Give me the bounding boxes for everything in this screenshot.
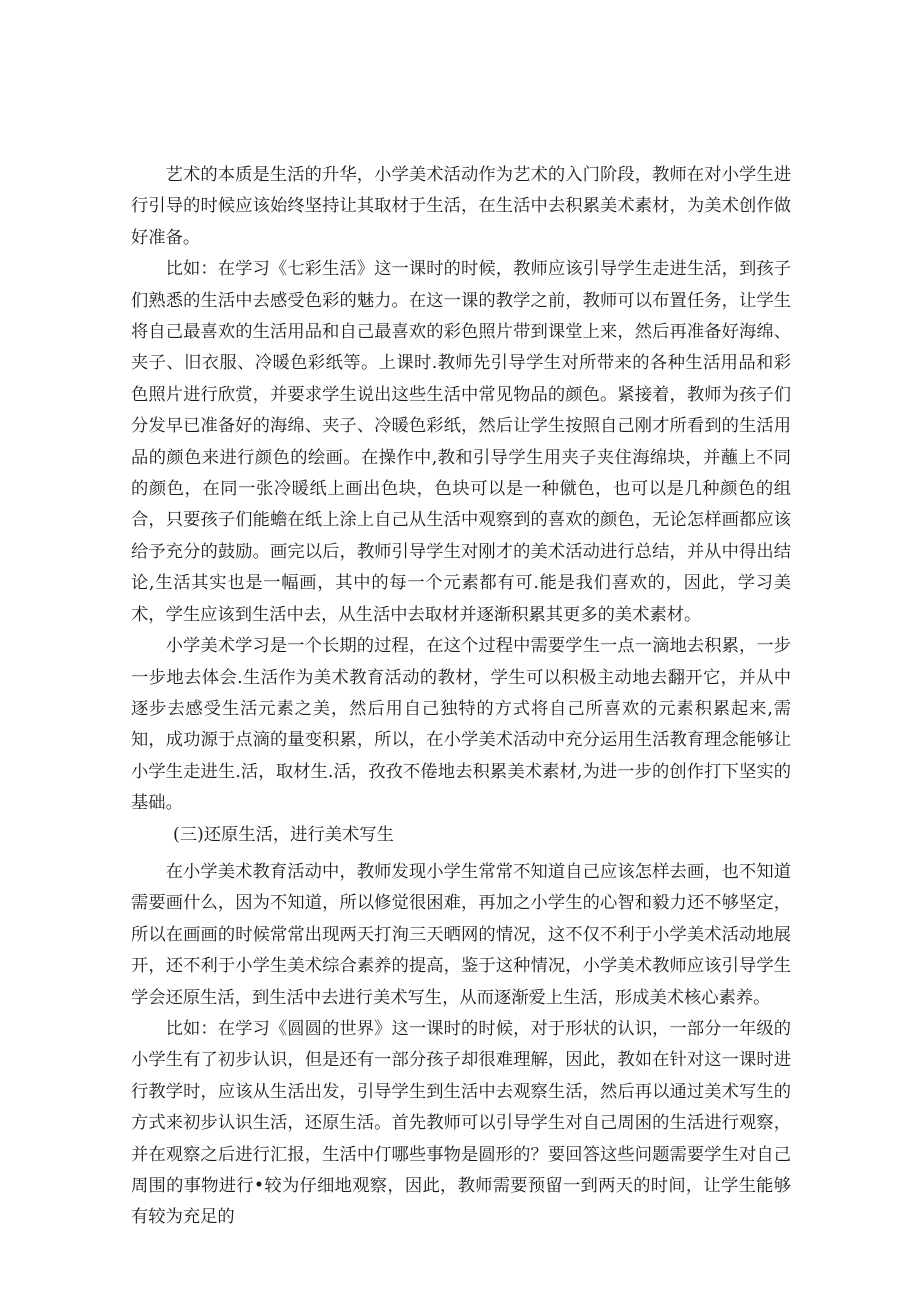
paragraph-art-essence: 艺术的本质是生活的升华，小学美术活动作为艺术的入门阶段，教师在对小学生进行引导的时候应该始终坚持让其取材于生活，在生活中去积累美术素材，为美术创作做好准备。 [131,165,791,248]
document-body [131,160,791,1234]
section-heading: (三)还原生活，进行美术写生 [173,824,394,845]
paragraph-round-world-example: 比如：在学习《圆圆的世界》这一课时的时候，对于形状的认识，一部分一年级的小学生有了初步认识，但是还有一部分孩子却很难理解，因此，教如在针对这一课时进行教学时，应该从生活出发，引导学生到生活中去观察生活，然后再以通过美术写生的方式来初步认识生活，还原生活。首先教师可以引导学生对自己周困的生活进行观察，并在观察之后进行汇报，生活中仃哪些事物是圆形的？要回答这些问题需要学生对自己周围的事物进行•较为仔细地观察，因此，教师需要预留一到两天的时间，让学生能够有较为充足的 [131,1018,791,1228]
paragraph-restore-life: 在小学美术教育活动中，教师发现小学生常常不知道自己应该怎样去画，也不知道需要画什么，因为不知道，所以修觉很困难，再加之小学生的心智和毅力还不够坚定，所以在画画的时候常常出现两天打洵三天晒网的情况，这不仅不利于小学美术活动地展开，还不利于小学生美术综合素养的提高，鉴于这种情况，小学美术教师应该引导学生学会还原生活，到生活中去进行美术写生，从而逐渐爱上生活，形成美术核心素养。 [131,861,791,1008]
paragraph-colorful-life-example: 比如：在学习《七彩生活》这一课时的时候，教师应该引导学生走进生活，到孩子们熟悉的生活中去感受色彩的魅力。在这一课的教学之前，教师可以布置任务，让学生将自己最喜欢的生活用品和自己最喜欢的彩色照片带到课堂上来，然后再准备好海绵、夹子、旧衣服、冷暖色彩纸等。上课时.教师先引导学生对所带来的各种生活用品和彩色照片进行欣赏，并要求学生说出这些生活中常见物品的颜色。紧接着，教师为孩子们分发早已准备好的海绵、夹子、冷暖色彩纸，然后让学生按照自己刚才所看到的生活用品的颜色来进行颜色的绘画。在操作中,教和引导学生用夹子夹住海绵块，并蘸上不同的颜色，在同一张冷暖纸上画出色块，色块可以是一种僦色，也可以是几种颜色的组合，只要孩子们能蟾在纸上涂上自己从生活中观察到的喜欢的颜色，无论怎样画都应该给予充分的鼓励。画完以后，教师引导学生对刚才的美术活动进行总结，并从中得出结论,生活其实也是一幅画，其中的每一个元素都有可.能是我们喜欢的，因此，学习美术，学生应该到生活中去，从生活中去取材并逐渐积累其更多的美术素材。 [131,259,791,625]
paragraph-long-term-learning: 小学美术学习是一个长期的过程，在这个过程中需要学生一点一滴地去积累，一步一步地去体会.生活作为美术教育活动的教材，学生可以积极主动地去翻开它，并从中逐步去感受生活元素之美，然后用自己独特的方式将自己所喜欢的元素积累起来,需知，成功源于点滴的量变积累，所以，在小学美术活动中充分运用生活教育理念能够让小学生走进生.活，取材生.活，孜孜不倦地去积累美术素材,为进一步的创作打下坚实的基础。 [131,636,791,814]
